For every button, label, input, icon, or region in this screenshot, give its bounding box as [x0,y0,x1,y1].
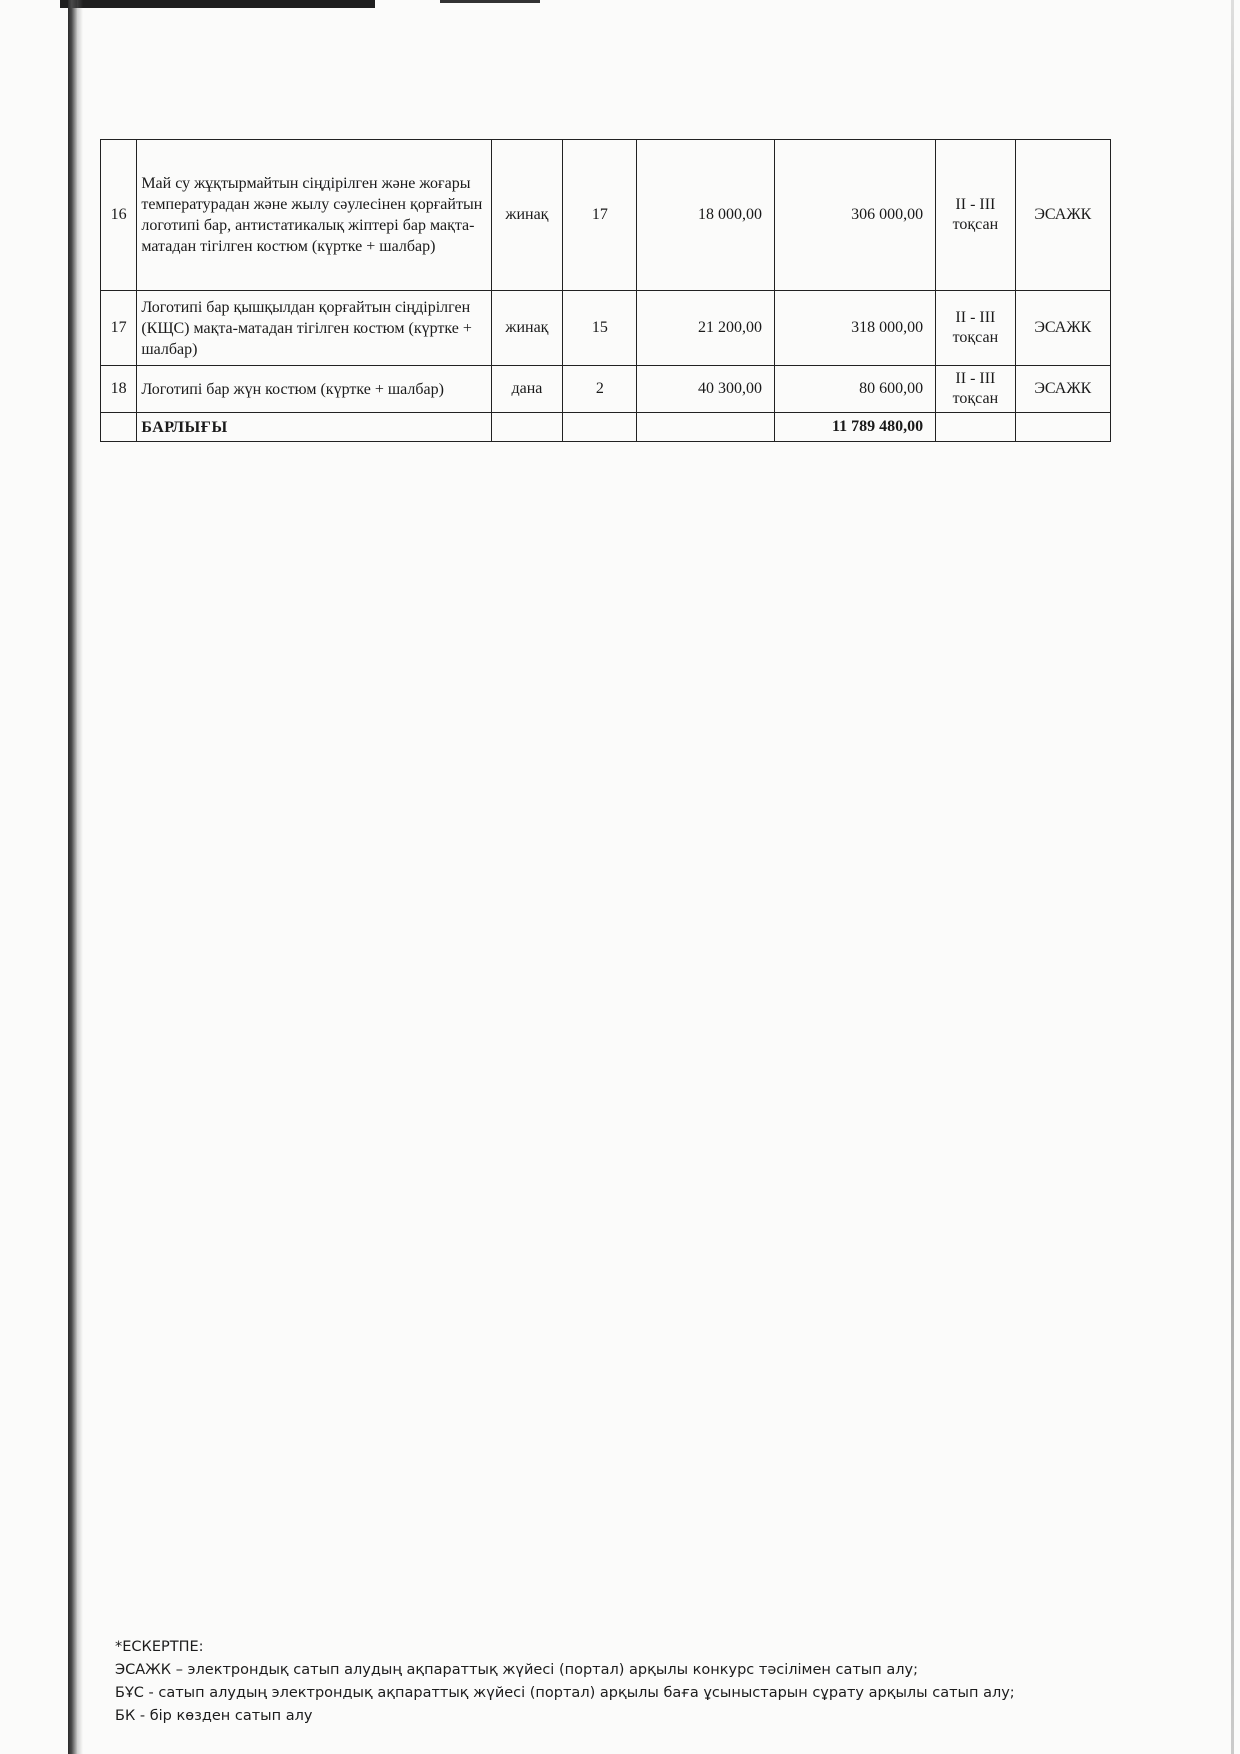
table-row [101,291,1111,366]
unit-price: 21 200,00 [637,291,775,366]
footnote-line: БҰС - сатып алудың электрондық ақпараттық жүйесі (портал) арқылы баға ұсыныстарын сұрату арқылы сатып алу; [115,1685,1015,1701]
period: II - III тоқсан [936,140,1016,291]
row-number: 18 [101,366,137,413]
quantity: 15 [563,291,637,366]
scan-artifact-right-edge [1231,0,1234,1754]
unit: жинақ [491,140,563,291]
scan-artifact-top-small [440,0,540,3]
unit-price: 40 300,00 [637,366,775,413]
period: II - III тоқсан [936,366,1016,413]
line-sum: 80 600,00 [774,366,935,413]
empty-cell [563,413,637,442]
procurement-method: ЭСАЖК [1015,366,1110,413]
row-number: 17 [101,291,137,366]
row-number: 16 [101,140,137,291]
procurement-method: ЭСАЖК [1015,291,1110,366]
total-row [101,413,1111,442]
procurement-table [100,139,1111,442]
footnote-line: БК - бір көзден сатып алу [115,1708,313,1724]
empty-cell [637,413,775,442]
empty-cell [1015,413,1110,442]
empty-cell [936,413,1016,442]
item-name: Логотипі бар қышқылдан қорғайтын сіңдірілген (КЩС) мақта-матадан тігілген костюм (күртке + шалбар) [137,291,491,366]
period: II - III тоқсан [936,291,1016,366]
scan-artifact-left-edge [68,0,77,1754]
item-name: Май су жұқтырмайтын сіңдірілген және жоғары температурадан және жылу сәулесінен қорғайтын логотипі бар, антистатикалық жіптері бар мақта-матадан тігілген костюм (күртке + шалбар) [137,140,491,291]
procurement-method: ЭСАЖК [1015,140,1110,291]
empty-cell [101,413,137,442]
quantity: 2 [563,366,637,413]
unit: дана [491,366,563,413]
table-row [101,140,1111,291]
scan-artifact-left-shade [77,0,83,1754]
footnote [115,1636,1015,1728]
line-sum: 318 000,00 [774,291,935,366]
unit-price: 18 000,00 [637,140,775,291]
footnote-line: ЭСАЖК – электрондық сатып алудың ақпараттық жүйесі (портал) арқылы конкурс тәсілімен сатып алу; [115,1662,918,1678]
unit: жинақ [491,291,563,366]
footnote-title: *ЕСКЕРТПЕ: [115,1639,204,1655]
quantity: 17 [563,140,637,291]
line-sum: 306 000,00 [774,140,935,291]
empty-cell [491,413,563,442]
table-row [101,366,1111,413]
total-label: БАРЛЫҒЫ [137,413,491,442]
total-sum: 11 789 480,00 [774,413,935,442]
item-name: Логотипі бар жүн костюм (күртке + шалбар) [137,366,491,413]
scan-artifact-top [60,0,375,8]
